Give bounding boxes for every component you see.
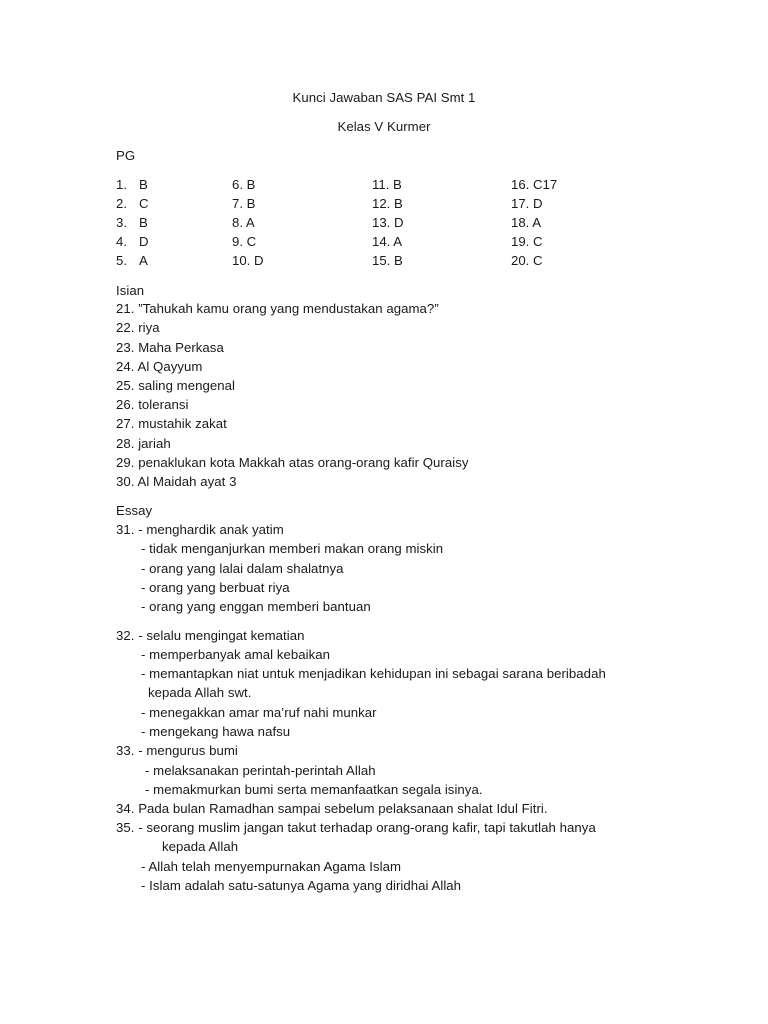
pg-cell: 5.	[116, 253, 127, 268]
essay-line: - orang yang lalai dalam shalatnya	[141, 561, 344, 576]
essay-line: - Islam adalah satu-satunya Agama yang diridhai Allah	[141, 878, 462, 893]
pg-cell: 8. A	[232, 215, 255, 230]
document-title: Kunci Jawaban SAS PAI Smt 1	[292, 90, 476, 105]
essay-line: 34. Pada bulan Ramadhan sampai sebelum pelaksanaan shalat Idul Fitri.	[116, 801, 548, 816]
essay-line: - memakmurkan bumi serta memanfaatkan segala isinya.	[145, 782, 483, 797]
isian-item: 27. mustahik zakat	[116, 416, 227, 431]
document-subtitle: Kelas V Kurmer	[337, 119, 431, 134]
pg-cell: A	[139, 253, 148, 268]
essay-line: 32. - selalu mengingat kematian	[116, 628, 305, 643]
essay-line: kepada Allah	[162, 839, 239, 854]
essay-line: 35. - seorang muslim jangan takut terhadap orang-orang kafir, tapi takutlah hanya	[116, 820, 596, 835]
pg-cell: 16. C17	[511, 177, 558, 192]
essay-line: - menegakkan amar ma’ruf nahi munkar	[141, 705, 377, 720]
essay-line: - melaksanakan perintah-perintah Allah	[145, 763, 376, 778]
pg-section-heading: PG	[116, 148, 136, 163]
pg-cell: 15. B	[372, 253, 403, 268]
essay-line: - tidak menganjurkan memberi makan orang miskin	[141, 541, 444, 556]
isian-item: 30. Al Maidah ayat 3	[116, 474, 237, 489]
pg-cell: 20. C	[511, 253, 543, 268]
pg-cell: B	[139, 177, 148, 192]
isian-item: 29. penaklukan kota Makkah atas orang-orang kafir Quraisy	[116, 455, 469, 470]
essay-line: - memantapkan niat untuk menjadikan kehidupan ini sebagai sarana beribadah	[141, 666, 606, 681]
isian-item: 22. riya	[116, 320, 160, 335]
essay-line: - memperbanyak amal kebaikan	[141, 647, 331, 662]
pg-cell: 3.	[116, 215, 127, 230]
pg-row	[0, 232, 768, 251]
essay-line: - orang yang enggan memberi bantuan	[141, 599, 371, 614]
pg-cell: 17. D	[511, 196, 543, 211]
isian-item: 25. saling mengenal	[116, 378, 235, 393]
pg-cell: 2.	[116, 196, 127, 211]
essay-line: - mengekang hawa nafsu	[141, 724, 291, 739]
pg-cell: 9. C	[232, 234, 257, 249]
pg-cell: B	[139, 215, 148, 230]
essay-line: - orang yang berbuat riya	[141, 580, 290, 595]
pg-cell: 13. D	[372, 215, 404, 230]
pg-row	[0, 251, 768, 270]
essay-line: 33. - mengurus bumi	[116, 743, 238, 758]
essay-line: kepada Allah swt.	[148, 685, 252, 700]
isian-item: 24. Al Qayyum	[116, 359, 203, 374]
isian-section-heading: Isian	[116, 283, 145, 298]
essay-line: 31. - menghardik anak yatim	[116, 522, 284, 537]
pg-cell: 11. B	[372, 177, 402, 192]
isian-item: 21. ”Tahukah kamu orang yang mendustakan agama?”	[116, 301, 439, 316]
pg-cell: 14. A	[372, 234, 403, 249]
isian-item: 26. toleransi	[116, 397, 189, 412]
isian-item: 28. jariah	[116, 436, 171, 451]
pg-cell: 1.	[116, 177, 127, 192]
pg-cell: D	[139, 234, 149, 249]
pg-cell: 19. C	[511, 234, 543, 249]
pg-row	[0, 194, 768, 213]
pg-cell: 12. B	[372, 196, 403, 211]
pg-row	[0, 213, 768, 232]
pg-cell: 7. B	[232, 196, 256, 211]
pg-cell: C	[139, 196, 149, 211]
essay-section-heading: Essay	[116, 503, 153, 518]
isian-item: 23. Maha Perkasa	[116, 340, 224, 355]
pg-cell: 18. A	[511, 215, 542, 230]
pg-cell: 10. D	[232, 253, 264, 268]
pg-cell: 6. B	[232, 177, 256, 192]
essay-line: - Allah telah menyempurnakan Agama Islam	[141, 859, 402, 874]
pg-cell: 4.	[116, 234, 127, 249]
pg-row	[0, 175, 768, 194]
